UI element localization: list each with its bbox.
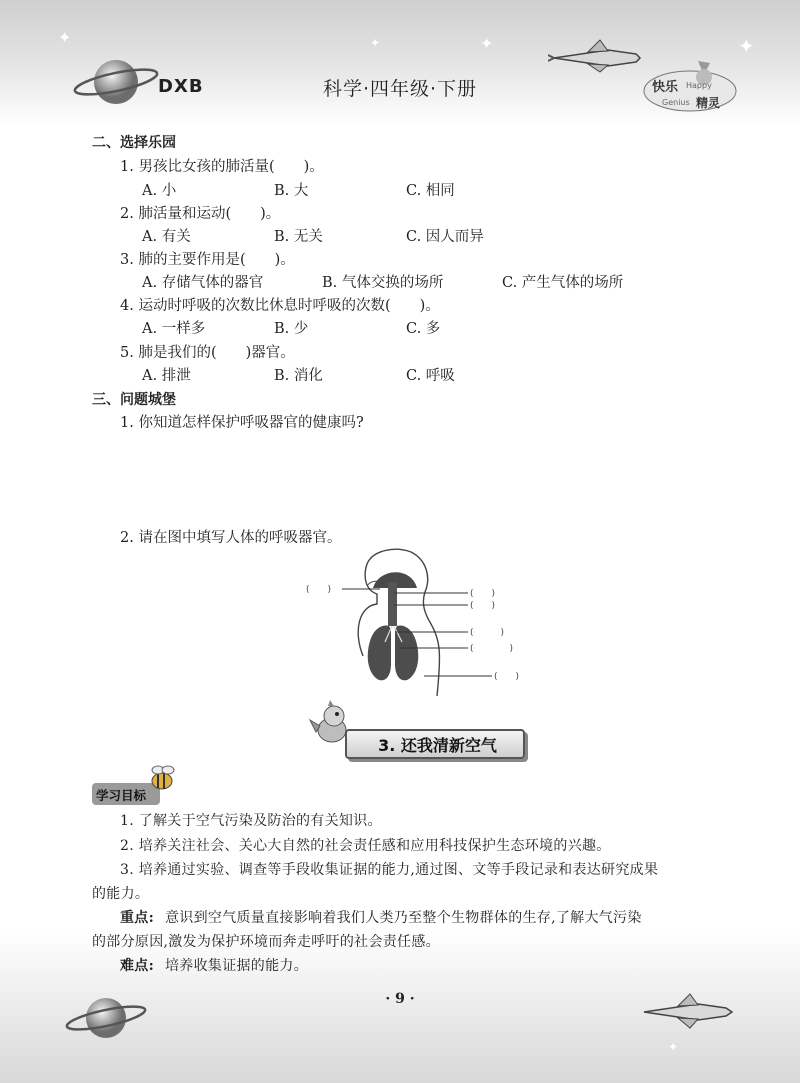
option: B. 无关 <box>274 229 323 245</box>
page-title: 科学·四年级·下册 <box>322 78 478 100</box>
saturn-planet-icon <box>62 990 152 1046</box>
difficulty-text: 培养收集证据的能力。 <box>165 958 308 974</box>
option: B. 少 <box>274 321 309 337</box>
diagram-blank-label: ( ) <box>470 628 505 638</box>
question-stem: 1. 男孩比女孩的肺活量( )。 <box>120 159 324 175</box>
svg-text:快乐: 快乐 <box>652 80 679 95</box>
diagram-blank-label: ( ) <box>306 585 332 595</box>
question-stem: 2. 肺活量和运动( )。 <box>120 206 281 222</box>
option: C. 因人而异 <box>406 229 484 245</box>
page-number: · 9 · <box>385 991 415 1007</box>
space-shuttle-icon <box>548 38 644 74</box>
section-heading-questions: 三、问题城堡 <box>92 392 176 408</box>
key-point-text: 意识到空气质量直接影响着我们人类乃至整个生物群体的生存,了解大气污染 <box>165 910 642 926</box>
option: A. 一样多 <box>142 321 206 337</box>
goal-item: 3. 培养通过实验、调查等手段收集证据的能力,通过图、文等手段记录和表达研究成果 <box>120 862 659 878</box>
option: C. 产生气体的场所 <box>502 275 624 291</box>
goal-item: 的能力。 <box>92 886 150 902</box>
option: A. 小 <box>142 183 177 199</box>
star-icon: ✦ <box>370 36 381 50</box>
option: B. 消化 <box>274 368 323 384</box>
key-point-label: 重点: <box>120 910 155 926</box>
diagram-blank-label: ( ) <box>470 644 514 654</box>
space-shuttle-icon <box>640 990 736 1030</box>
question-stem: 3. 肺的主要作用是( )。 <box>120 252 295 268</box>
question-stem: 4. 运动时呼吸的次数比休息时呼吸的次数( )。 <box>120 298 440 314</box>
star-icon: ✦ <box>480 34 494 53</box>
diagram-blank-label: ( ) <box>494 672 520 682</box>
svg-text:Happy: Happy <box>686 81 712 90</box>
option: C. 呼吸 <box>406 368 455 384</box>
section-heading-choice: 二、选择乐园 <box>92 135 176 151</box>
brand-logo: DXB <box>158 76 204 97</box>
goal-item: 1. 了解关于空气污染及防治的有关知识。 <box>120 813 382 829</box>
star-icon: ✦ <box>738 34 755 58</box>
option: A. 排泄 <box>142 368 191 384</box>
svg-text:Genius: Genius <box>662 98 690 107</box>
star-icon: ✦ <box>668 1040 679 1054</box>
svg-text:精灵: 精灵 <box>696 96 721 110</box>
option: C. 相同 <box>406 183 455 199</box>
option: B. 大 <box>274 183 309 199</box>
option: C. 多 <box>406 321 441 337</box>
question-stem: 2. 请在图中填写人体的呼吸器官。 <box>120 530 342 546</box>
option: A. 存储气体的器官 <box>142 275 264 291</box>
happy-genius-logo <box>640 55 740 115</box>
option: A. 有关 <box>142 229 191 245</box>
learning-goals-label: 学习目标 <box>96 788 147 803</box>
option: B. 气体交换的场所 <box>322 275 444 291</box>
key-point-text: 的部分原因,激发为保护环境而奔走呼吁的社会责任感。 <box>92 934 440 950</box>
goal-item: 2. 培养关注社会、关心大自然的社会责任感和应用科技保护生态环境的兴趣。 <box>120 838 611 854</box>
diagram-blank-label: ( ) <box>470 601 496 611</box>
difficulty-label: 难点: <box>120 958 155 974</box>
diagram-blank-label: ( ) <box>470 589 496 599</box>
lesson-title: 3. 还我清新空气 <box>378 736 497 755</box>
question-stem: 1. 你知道怎样保护呼吸器官的健康吗? <box>120 415 364 431</box>
bee-icon <box>144 764 178 792</box>
question-stem: 5. 肺是我们的( )器官。 <box>120 345 295 361</box>
star-icon: ✦ <box>58 28 72 47</box>
